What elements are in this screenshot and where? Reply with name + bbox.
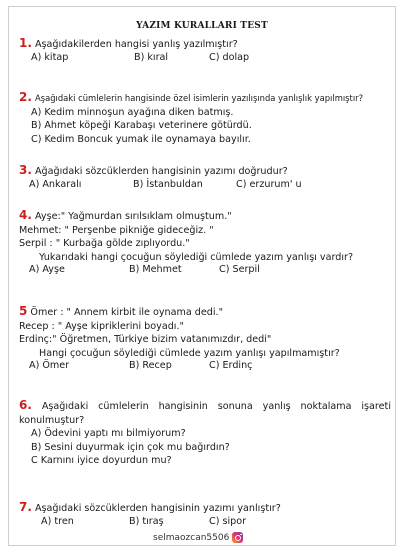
question-number: 2. (19, 90, 32, 104)
question-number: 5 (19, 304, 28, 318)
question-text: Aşağıdaki cümlelerin hangisinin sonuna yanlış noktalama işareti konulmuştur? (19, 401, 391, 426)
option-a[interactable]: A) Ankaralı (29, 178, 82, 190)
question-text: Erdinç:" Öğretmen, Türkiye bizim vatanımızdır, dedi" (19, 334, 272, 345)
option-b[interactable]: B) kıral (134, 51, 169, 63)
page-title: YAZIM KURALLARI TEST (136, 21, 268, 31)
question-4 (19, 209, 391, 278)
option-c[interactable]: C Karnını iyice doyurdun mu? (31, 455, 172, 466)
question-text: Ayşe:" Yağmurdan sırılsıklam olmuştum." (34, 211, 232, 222)
option-b[interactable]: B) İstanbuldan (133, 178, 203, 190)
option-a[interactable]: A) Ayşe (29, 264, 65, 275)
question-text: Aşağıdaki sözcüklerden hangisinin yazımı yanlıştır? (34, 503, 281, 514)
worksheet-page (8, 6, 396, 546)
option-a[interactable]: A) Ödevini yaptı mı bilmiyorum? (31, 428, 186, 439)
option-c[interactable]: C) erzurum' u (236, 178, 302, 190)
option-b[interactable]: B) Ahmet köpeği Karabaşı veterinere götürdü. (31, 120, 252, 131)
option-c[interactable]: C) sipor (209, 515, 247, 527)
option-c[interactable]: C) Kedim Boncuk yumak ile oynamaya bayılır. (31, 133, 251, 145)
option-a[interactable]: A) Ömer (29, 360, 70, 371)
question-number: 7. (19, 500, 32, 514)
option-c[interactable]: C) Erdinç (209, 360, 253, 371)
question-3 (19, 164, 391, 193)
question-2 (19, 91, 391, 146)
question-number: 3. (19, 163, 32, 177)
option-c[interactable]: C) Serpil (219, 264, 260, 275)
instagram-icon (232, 532, 243, 543)
question-text: Mehmet: " Perşenbe pikniğe gideceğiz. " (19, 224, 214, 236)
option-a[interactable]: A) tren (41, 515, 74, 527)
option-a[interactable]: A) kitap (31, 51, 69, 63)
option-b[interactable]: B) tıraş (129, 515, 164, 527)
option-b[interactable]: B) Sesini duyurmak için çok mu bağırdın? (31, 441, 230, 453)
question-text: Serpil : " Kurbağa gölde zıplıyordu." (19, 238, 190, 249)
author-handle: selmaozcan5506 (153, 532, 230, 543)
option-a[interactable]: A) Kedim minnoşun ayağına diken batmış. (31, 106, 234, 118)
question-text: Aşağıdakilerden hangisi yanlış yazılmıştır? (34, 39, 238, 50)
question-6 (19, 399, 391, 468)
question-text: Recep : " Ayşe kipriklerini boyadı." (19, 320, 184, 332)
question-prompt: Yukarıdaki hangi çocuğun söylediği cümlede yazım yanlışı vardır? (39, 251, 354, 263)
question-1 (19, 37, 391, 66)
author-credit (153, 532, 243, 543)
option-c[interactable]: C) dolap (209, 51, 250, 63)
question-text: Ağağıdaki sözcüklerden hangisinin yazımı doğrudur? (34, 166, 288, 177)
question-text: Aşağıdaki cümlelerin hangisinde özel isimlerin yazılışında yanlışlık yapılmıştır? (34, 93, 364, 103)
question-number: 6. (19, 398, 32, 412)
option-b[interactable]: B) Recep (129, 360, 172, 371)
option-b[interactable]: B) Mehmet (129, 264, 182, 275)
question-text: Ömer : " Annem kirbit ile oynama dedi." (30, 307, 223, 318)
question-number: 4. (19, 208, 32, 222)
question-prompt: Hangi çocuğun söylediği cümlede yazım yanlışı yapılmamıştır? (39, 347, 340, 359)
question-number: 1. (19, 36, 32, 50)
question-5 (19, 305, 391, 374)
question-7 (19, 501, 391, 530)
